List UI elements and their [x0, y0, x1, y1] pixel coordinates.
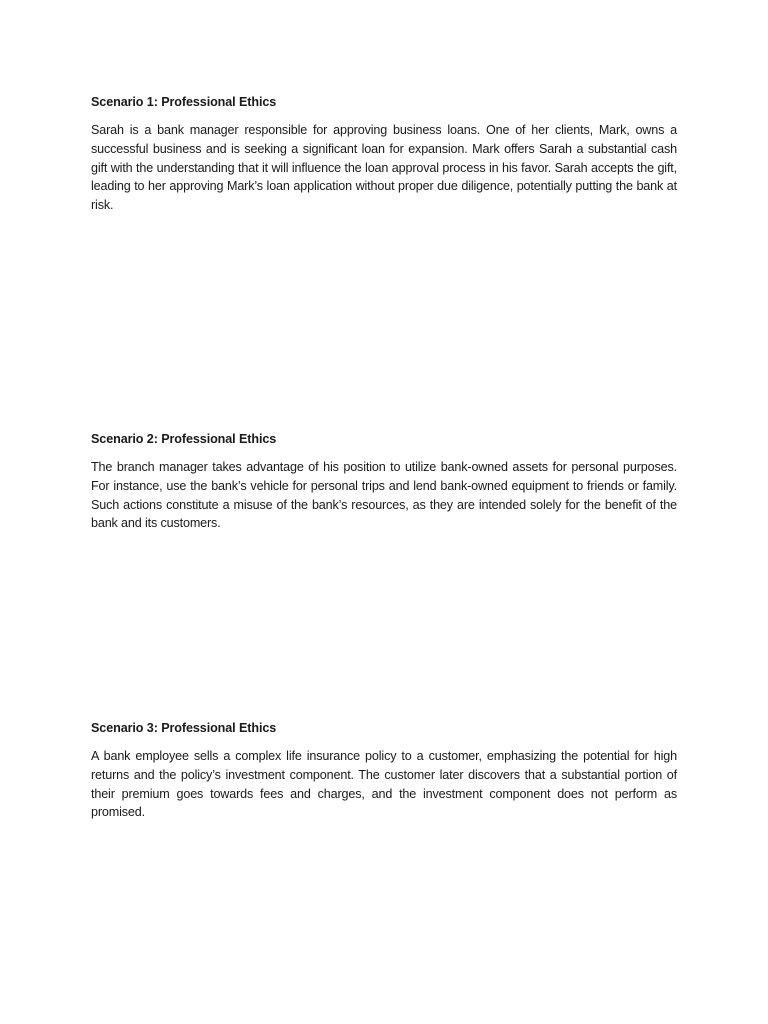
scenario-3-section — [91, 720, 677, 822]
scenario-1-body: Sarah is a bank manager responsible for approving business loans. One of her clients, Mark, owns a successful business and is seeking a significant loan for expansion. Mark offers Sarah a substantial cash gift with the understanding that it will influence the loan approval process in his favor. Sarah accepts the gift, leading to her approving Mark’s loan application without proper due diligence, potentially putting the bank at risk. — [91, 123, 677, 213]
scenario-3-heading: Scenario 3: Professional Ethics — [91, 721, 277, 735]
scenario-2-body: The branch manager takes advantage of his position to utilize bank-owned assets for personal purposes. For instance, use the bank’s vehicle for personal trips and lend bank-owned equipment to friends or family. Such actions constitute a misuse of the bank’s resources, as they are intended solely for the benefit of the bank and its customers. — [91, 460, 677, 531]
scenario-2-heading: Scenario 2: Professional Ethics — [91, 432, 277, 446]
scenario-3-body: A bank employee sells a complex life insurance policy to a customer, emphasizing the potential for high returns and the policy’s investment component. The customer later discovers that a substantial portion of their premium goes towards fees and charges, and the investment component does not perform as promised. — [91, 749, 677, 820]
scenario-1-section — [91, 94, 677, 215]
scenario-2-section — [91, 431, 677, 533]
scenario-1-heading: Scenario 1: Professional Ethics — [91, 95, 277, 109]
